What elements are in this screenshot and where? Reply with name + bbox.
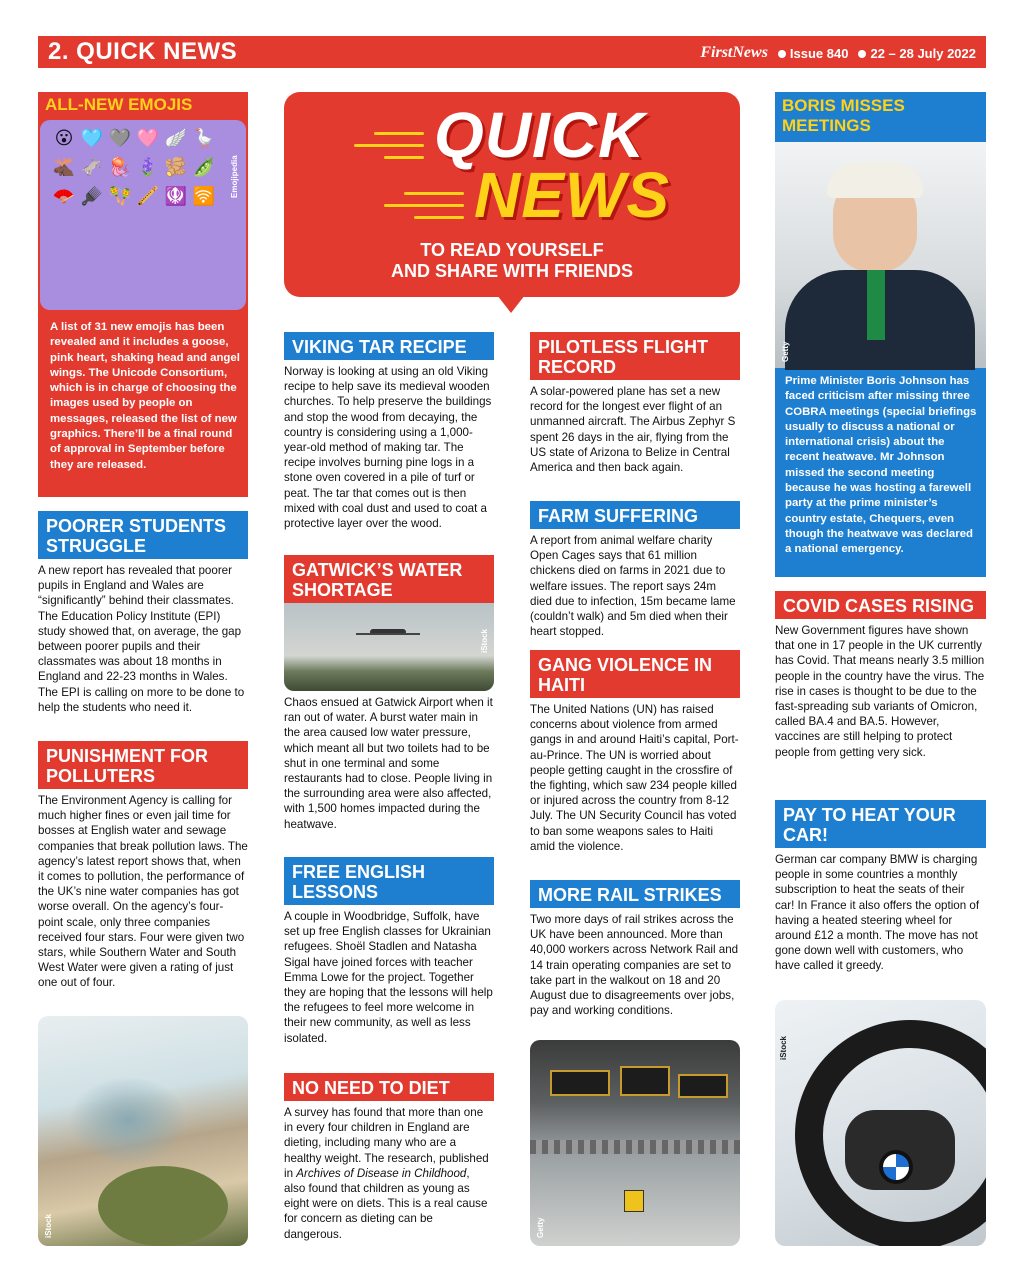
header-bar [38,36,986,68]
polluted-water-credit: iStock [44,1213,53,1238]
polluters-title: PUNISHMENT FOR POLLUTERS [38,741,248,789]
car-body: German car company BMW is charging people in some countries a monthly subscription to heat the seats of their car! In France it also offers the option of having a heated steering wheel for around £12 a month. The move has not gone down well with customers, who have called it greedy. [775,853,980,973]
page-title: 2. QUICK NEWS [48,38,238,65]
rail-body: Two more days of rail strikes across the UK have been announced. More than 40,000 workers across Network Rail and 14 train operating companies are set to take part in the walkout on 18 and 20 August due to disagreements over jobs, pay and working conditions. [530,913,739,1018]
banner-word-news: NEWS [474,159,670,231]
wing-icon: 🪽 [164,128,188,148]
jellyfish-icon: 🪼 [108,157,132,177]
issue-info [700,44,976,62]
haiti-article [530,650,740,854]
covid-title: COVID CASES RISING [775,591,986,619]
boris-body: Prime Minister Boris Johnson has faced criticism after missing three COBRA meetings (special briefings usually to discuss a national or international crisis) about the recent heatwave. Mr Johnson missed the second meeting because he was hosting a farewell party at the prime minister’s country estate, Chequers, even though the heatwave was declared a national emergency. [785,375,977,556]
water-shape [68,1076,188,1166]
comb-icon: 🪮 [80,186,104,206]
viking-tar-title: VIKING TAR RECIPE [284,332,494,360]
car-title: PAY TO HEAT YOUR CAR! [775,800,986,848]
diet-article [284,1073,494,1242]
khanda-icon: 🪯 [164,186,188,206]
pilotless-article [530,332,740,475]
issue-dates-text: 22 – 28 July 2022 [870,45,976,61]
departure-board-shape [678,1074,728,1098]
diet-title: NO NEED TO DIET [284,1073,494,1101]
banner-subtitle-line2: AND SHARE WITH FRIENDS [391,261,633,281]
diet-body-text-end: , also found that children as young as eight were on diets. This is a real cause for concern as dieting can be dangerous. [284,1166,488,1241]
haiti-title: GANG VIOLENCE IN HAITI [530,650,740,698]
steering-wheel-image [775,1000,986,1246]
pipe-shape [98,1166,228,1246]
banner-pointer [497,295,525,313]
boris-photo [775,142,986,368]
emojis-title: ALL-NEW EMOJIS [45,95,193,114]
emoji-grid [52,128,222,207]
diet-body-text: A survey has found that more than one in every four children in England are dieting, including many who are a healthy weight. The research, published in [284,1106,489,1180]
rail-title: MORE RAIL STRIKES [530,880,740,908]
emoji-image [40,120,246,310]
polluted-water-image [38,1016,248,1246]
donkey-icon: 🫏 [80,157,104,177]
viking-tar-body: Norway is looking at using an old Viking recipe to help save its medieval wooden churches. To help preserve the buildings and stop the wood from decaying, the country is considering using a 1,000-year-old method of making tar. The recipe involves burning pine logs in a stone oven covered in a pile of turf or peat. The tar that comes out is then mixed with coal dust and used to coat a protective layer over the wood. [284,365,492,531]
speed-line [384,204,464,207]
station-image [530,1040,740,1246]
speed-line [374,132,424,135]
tie-shape [867,270,885,340]
diet-journal-title: Archives of Disease in Childhood [296,1166,467,1180]
farm-body: A report from animal welfare charity Open Cages says that 61 million chickens died on farms in 2021 due to welfare issues. The report says 24m died due to infection, 15m became lame (couldn’t walk) and 5m died when their heart stopped. [530,534,736,639]
boris-title: BORIS MISSES MEETINGS [782,96,905,135]
emojis-article [38,92,248,497]
hyacinth-icon: 🪻 [136,157,160,177]
gatwick-body: Chaos ensued at Gatwick Airport when it ran out of water. A burst water main in the area caused low water pressure, which meant all but two toilets had to be shut in one terminal and some restaurants had to close. People living in the surrounding area were also affected, with 1,500 homes impacted during the heatwave. [284,696,493,831]
diet-body [284,1105,494,1242]
issue-number [778,46,849,61]
emojis-body: A list of 31 new emojis has been revealed and it includes a goose, pink heart, shaking head and angel wings. The Unicode Consortium, which is in charge of choosing the images used by people on messages, released the list of new graphics. There’ll be a final round of approval in September before they are released. [50,321,240,471]
viking-tar-article [284,332,494,531]
hair-shape [827,162,923,198]
polluters-article [38,741,248,991]
banner-word-quick: QUICK [434,99,646,171]
departure-board-shape [550,1070,610,1096]
banner-subtitle-line1: TO READ YOURSELF [420,240,604,260]
grey-heart-icon: 🩶 [108,128,132,148]
covid-body: New Government figures have shown that one in 17 people in the UK currently has Covid. That means nearly 3.5 million people in the country have the virus. The rise in cases is thought to be due to the fast-spreading sub variants of Omicron, called BA.4 and BA.5. However, vaccines are still helping to protect people from getting very sick. [775,624,985,759]
face-icon: 😮 [54,128,74,148]
english-lessons-body: A couple in Woodbridge, Suffolk, have set up free English classes for Ukrainian refugees. Shoël Stadlen and Natasha Sigal have joined forces with teacher Emma Lowe for the project. Together they are hoping that the lessons will help the refugees to feel more welcome in their new community, as well as less isolated. [284,910,493,1045]
speed-line [354,144,424,147]
speed-line [384,156,424,159]
farm-article [530,501,740,639]
moose-icon: 🫎 [52,157,76,177]
pea-pod-icon: 🫛 [192,157,216,177]
plane-wing-shape [356,633,420,635]
brand-logo: FirstNews [700,44,768,61]
steering-wheel-credit: iStock [779,1035,788,1060]
closed-sign-shape [624,1190,644,1212]
bullet-icon [858,50,866,58]
issue-dates [858,46,976,61]
english-lessons-title: FREE ENGLISH LESSONS [284,857,494,905]
haiti-body: The United Nations (UN) has raised concerns about violence from armed gangs in and around Haiti’s capital, Port-au-Prince. The UN is worried about people getting caught in the crossfire of the fighting, which saw 234 people killed or injured across the country from 8-12 July. The UN Security Council has voted to ban some weapons sales to Haiti amid the violence. [530,703,739,853]
pilotless-title: PILOTLESS FLIGHT RECORD [530,332,740,380]
farm-title: FARM SUFFERING [530,501,740,529]
departure-board-shape [620,1066,670,1096]
rail-article [530,880,740,1018]
speed-line [404,192,464,195]
wireless-icon: 🛜 [192,186,216,206]
bullet-icon [778,50,786,58]
car-article [775,800,986,974]
quick-news-banner [284,92,740,297]
gatwick-title: GATWICK’S WATER SHORTAGE [284,555,494,603]
light-blue-heart-icon: 🩵 [80,128,104,148]
ginger-icon: 🫚 [164,157,188,177]
gatwick-credit: iStock [480,628,489,653]
english-lessons-article [284,857,494,1046]
bmw-logo-icon [879,1150,913,1184]
banner-subtitle [284,240,740,282]
poorer-students-title: POORER STUDENTS STRUGGLE [38,511,248,559]
goose-icon: 🪿 [192,128,216,148]
gatwick-plane-image [284,603,494,691]
station-credit: Getty [536,1217,545,1238]
polluters-body: The Environment Agency is calling for much higher fines or even jail time for bosses at English water and sewage companies that break pollution laws. The agency’s latest report shows that, when it comes to pollution, the performance of the UK’s nine water companies has got worse overall. On the agency’s four-point scale, only three companies received four stars. Four were given two stars, while Southern Water and South West Water were given a rating of just one out of four. [38,794,248,990]
poorer-students-body: A new report has revealed that poorer pupils in England and Wales are “significantly” behind their classmates. The Education Policy Institute (EPI) study showed that, on average, the gap between poorer pupils and their classmates was about 18 months in England and 22-23 months in Wales. The EPI is calling on more to be done to help the students who need it. [38,564,245,714]
pilotless-body: A solar-powered plane has set a new record for the longest ever flight of an unmanned aircraft. The Airbus Zephyr S spent 26 days in the air, flying from the US state of Arizona to Belize in Central America and then back again. [530,385,736,475]
poorer-students-article [38,511,248,715]
maracas-icon: 🪇 [108,186,132,206]
boris-credit: Getty [781,341,790,362]
ticket-barriers-shape [530,1140,740,1154]
flute-icon: 🪈 [136,186,160,206]
pink-heart-icon: 🩷 [136,128,160,148]
boris-article [775,92,986,577]
speed-line [414,216,464,219]
covid-article [775,591,986,760]
emoji-credit: Emojipedia [230,155,239,198]
fan-icon: 🪭 [52,186,76,206]
issue-number-text: Issue 840 [789,45,849,61]
